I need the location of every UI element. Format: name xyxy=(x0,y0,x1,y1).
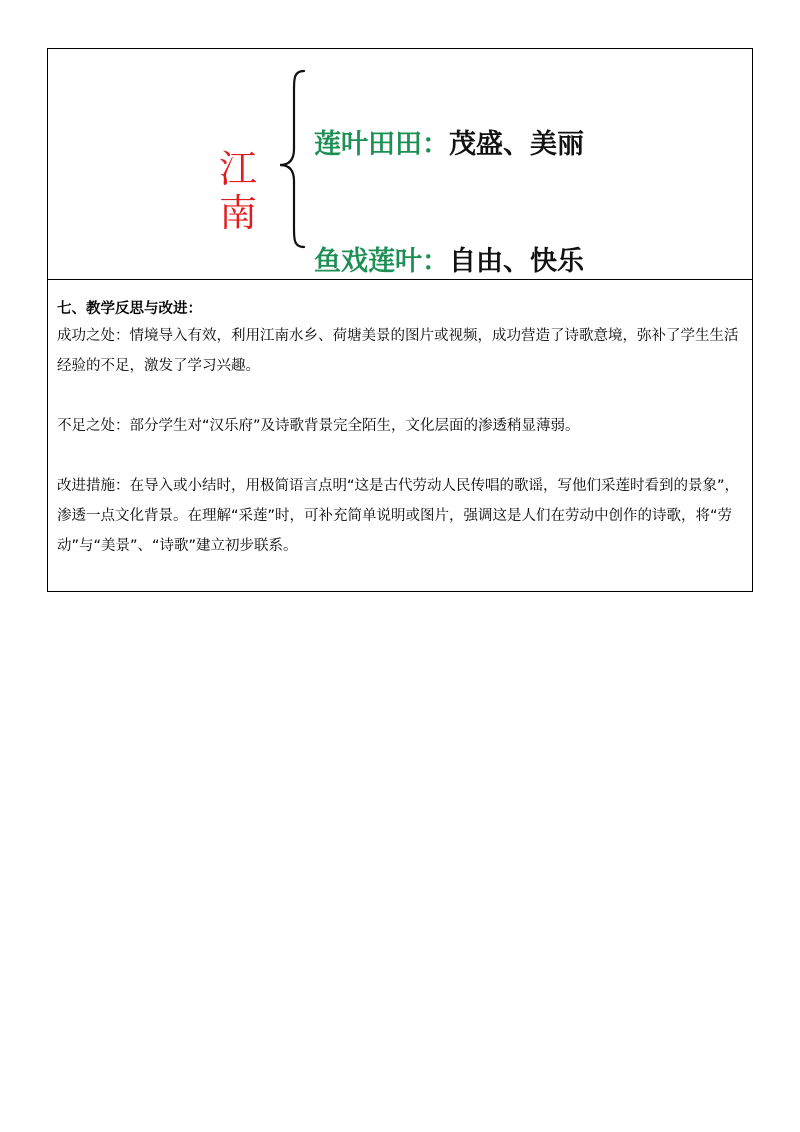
board-branch-2 xyxy=(314,246,584,278)
branch-key: 莲叶田田： xyxy=(314,129,449,160)
branch-desc: 自由、快乐 xyxy=(449,246,584,277)
curly-brace-icon xyxy=(274,69,314,249)
lesson-plan-table xyxy=(47,48,753,592)
branch-desc: 茂盛、美丽 xyxy=(449,129,584,160)
blackboard-design-cell xyxy=(48,49,752,280)
reflection-improvement: 改进措施：在导入或小结时，用极简语言点明“这是古代劳动人民传唱的歌谣，写他们采莲时看到的景象”，渗透一点文化背景。在理解“采莲”时，可补充简单说明或图片，强调这是人们在劳动中创作的诗歌，将“劳动”与“美景”、“诗歌”建立初步联系。 xyxy=(57,478,740,554)
branch-key: 鱼戏莲叶： xyxy=(314,246,449,277)
board-title: 江南 xyxy=(218,147,257,235)
reflection-heading: 七、教学反思与改进： xyxy=(57,301,202,317)
reflection-shortcoming: 不足之处：部分学生对“汉乐府”及诗歌背景完全陌生，文化层面的渗透稍显薄弱。 xyxy=(57,418,580,434)
reflection-cell xyxy=(48,280,752,591)
reflection-success: 成功之处：情境导入有效，利用江南水乡、荷塘美景的图片或视频，成功营造了诗歌意境，弥补了学生生活经验的不足，激发了学习兴趣。 xyxy=(57,328,739,374)
board-branch-1 xyxy=(314,129,584,161)
